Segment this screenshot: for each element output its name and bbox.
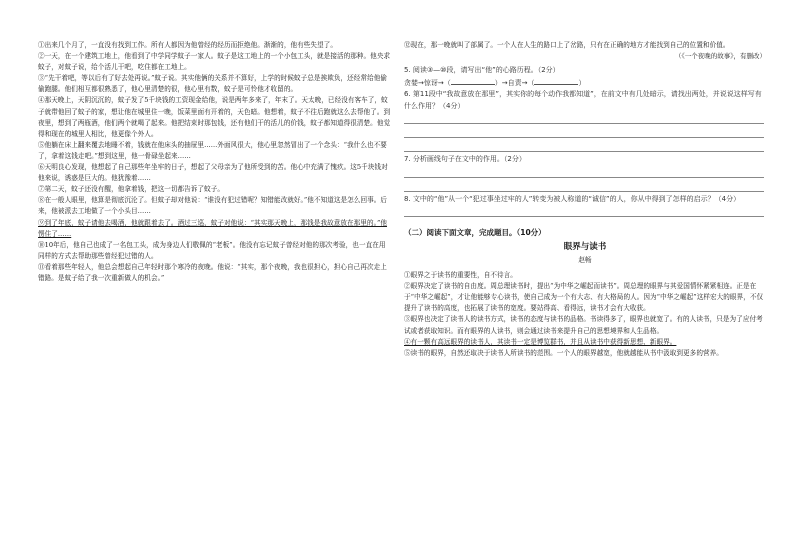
answer-blank-2[interactable] [534,77,578,85]
question-8: 8. 文中的“他”从一个“犯过事坐过牢的人”转变为被人称道的“诚信”的人，你从中得到了怎样的启示？（4分） [404,194,741,203]
story-paragraph-1: ①出来几个月了，一直没有找到工作。所有人都因为他曾经的经历而拒绝他。渐渐的，他有些失望了。 [38,41,337,49]
story-paragraph-5: ⑤他躺在床上翻来覆去地睡不着，钱就在他床头的抽屉里……外面风很大，他心里忽然冒出了一个念头：“我什么也不要了，拿着这钱走吧。”想到这里，他一骨碌坐起来…… [38,140,387,160]
story-paragraph-10: ⑩10年后，他自己也成了一名包工头，成为身边人们敬佩的“老板”。他没有忘记蚊子曾经对他的那次考验，也一直在用同样的方式去帮助那些曾经犯过错的人。 [38,240,386,260]
right-column [404,40,766,359]
answer-line[interactable] [404,140,764,152]
answer-line[interactable] [404,205,764,217]
question-5-chain [404,77,766,90]
answer-line[interactable] [404,126,764,138]
story-paragraph-6: ⑥天明良心发现，他想起了自己那些年坐牢的日子，想起了父母亲为了他所受到的苦。他心中充满了愧疚。这5千块钱对他来说，诱惑是巨大的。他犹豫着…… [38,163,388,183]
essay-paragraph-2: ②眼界决定了读书的自由度。周总理读书时，提出“为中华之崛起而读书”。周总理的眼界与其爱国情怀紧紧相连。正是在于“中华之崛起”，才让他能够专心读书，使自己成为一个有大志、有大格局的人。因为“中华之崛起”这样宏大的眼界，不仅提升了读书的高度，也拓展了读书的宽度。要站得高、看得远，读书才会有大收获。 [404,282,764,313]
story-paragraph-8: ⑧在一般人眼里，他算是彻底沉沦了。但蚊子却对他说：“谁没有犯过错呢？知错能改就好。”他不知道这是怎么回事。后来，他被派去工地做了一个小头目…… [38,196,388,216]
answer-line[interactable] [404,166,764,178]
left-column [38,40,392,284]
story-source: （《一个夜晚的故事》，有删改） [675,52,766,61]
essay-paragraph-3: ③眼界也决定了读书人的读书方式，读书的态度与读书的品格。书读得多了，眼界也就宽了。有的人读书，只是为了应付考试或者获取知识。而有眼界的人读书，则会通过读书来提升自己的思想境界和人生品格。 [404,315,763,335]
question-5: 5. 阅读③—⑩段，请写出“他”的心路历程。（2分） [404,66,560,75]
answer-line[interactable] [404,112,764,124]
essay-author: 赵畅 [578,256,592,265]
essay-title: 眼界与读书 [563,242,607,253]
story-paragraph-2: ②一天，在一个建筑工地上，他看到了中学同学蚊子一家人。蚊子是这工地上的一个小包工头，就是接活的那种。他央求蚊子，对蚊子说，给个活儿干吧，吃住都在工地上。 [38,52,391,72]
story-paragraph-3: ③“先干着吧，等以后有了好去处再说。”蚊子说。其实他俩的关系并不算好，上学的时候蚊子总是挨欺负，还经常给他偷偷跑腿。他们相互都很熟悉了，他心里清楚的很，他心里有数，蚊子是可怜他才收留的。 [38,74,388,94]
story-paragraph-11: ⑪看着那些年轻人，他总会想起自己年轻时那个寒冷的夜晚。他说：“其实，那个夜晚，我也很担心，担心自己再次走上错路。是蚊子给了我一次重新做人的机会。” [38,262,387,282]
story-paragraph-9: ⑨到了年底，蚊子请他去喝酒，他就跟着去了。酒过三巡，蚊子对他说：“其实那天晚上，那钱是我故意放在那里的。”他愣住了…… [38,218,388,238]
essay-paragraph-4: ④有一颗有高远眼界的读书人，其读书一定是博览群书，并且从读书中获得新思想、新眼界。 [404,337,677,346]
chain-last: ） [578,78,586,87]
question-6: 6. 第11段中“我故意放在那里”，其实你的每个动作我都知道”，在前文中有几处暗示，请找出两处，并说说这样写有什么作用？（4分） [404,90,762,110]
chain-first: 贪婪→惊讶→（ [404,78,451,87]
story-paragraph-4: ④那天晚上，天阴沉沉的，蚊子发了5千块钱的工资现金给他，说是两年多来了，年末了。天太晚，已经没有客车了，蚊子就带他回了蚊子的家，想让他在城里住一晚，饭菜里面有开着的，天色暗。他想着，蚊子不往后跑就这么去帮他了。到夜里，想到了两瓶酒，他们两个就喝了起来。他把结束时那包钱，还有他们干的活儿的价钱，蚊子都知道得很清楚。他觉得和现在的城里人相比，他更像个外人。 [38,96,391,138]
answer-line[interactable] [404,180,764,192]
story-paragraph-12: ⑫现在，那一晚就叫了部属了。一个人在人生的路口上了岔路，只有在正确的地方才能找到自己的位置和价值。 [404,41,730,49]
essay-paragraph-1: ①眼界之于读书的重要性，自不待言。 [404,271,517,280]
story-paragraph-7: ⑦第二天，蚊子还没有醒，他拿着钱，把这一切都告诉了蚊子。 [38,185,225,194]
section-heading: （二）阅读下面文章，完成题目。（10分） [404,228,546,238]
question-7: 7. 分析画线句子在文中的作用。（2分） [404,155,526,164]
answer-blank-1[interactable] [451,77,495,85]
chain-middle: ）→自责→（ [494,78,535,87]
essay-paragraph-5: ⑤读书的眼界，自然还取决于读书人所读书的范围。一个人的眼界越宽，他就越能从书中汲取到更多的营养。 [404,348,723,357]
